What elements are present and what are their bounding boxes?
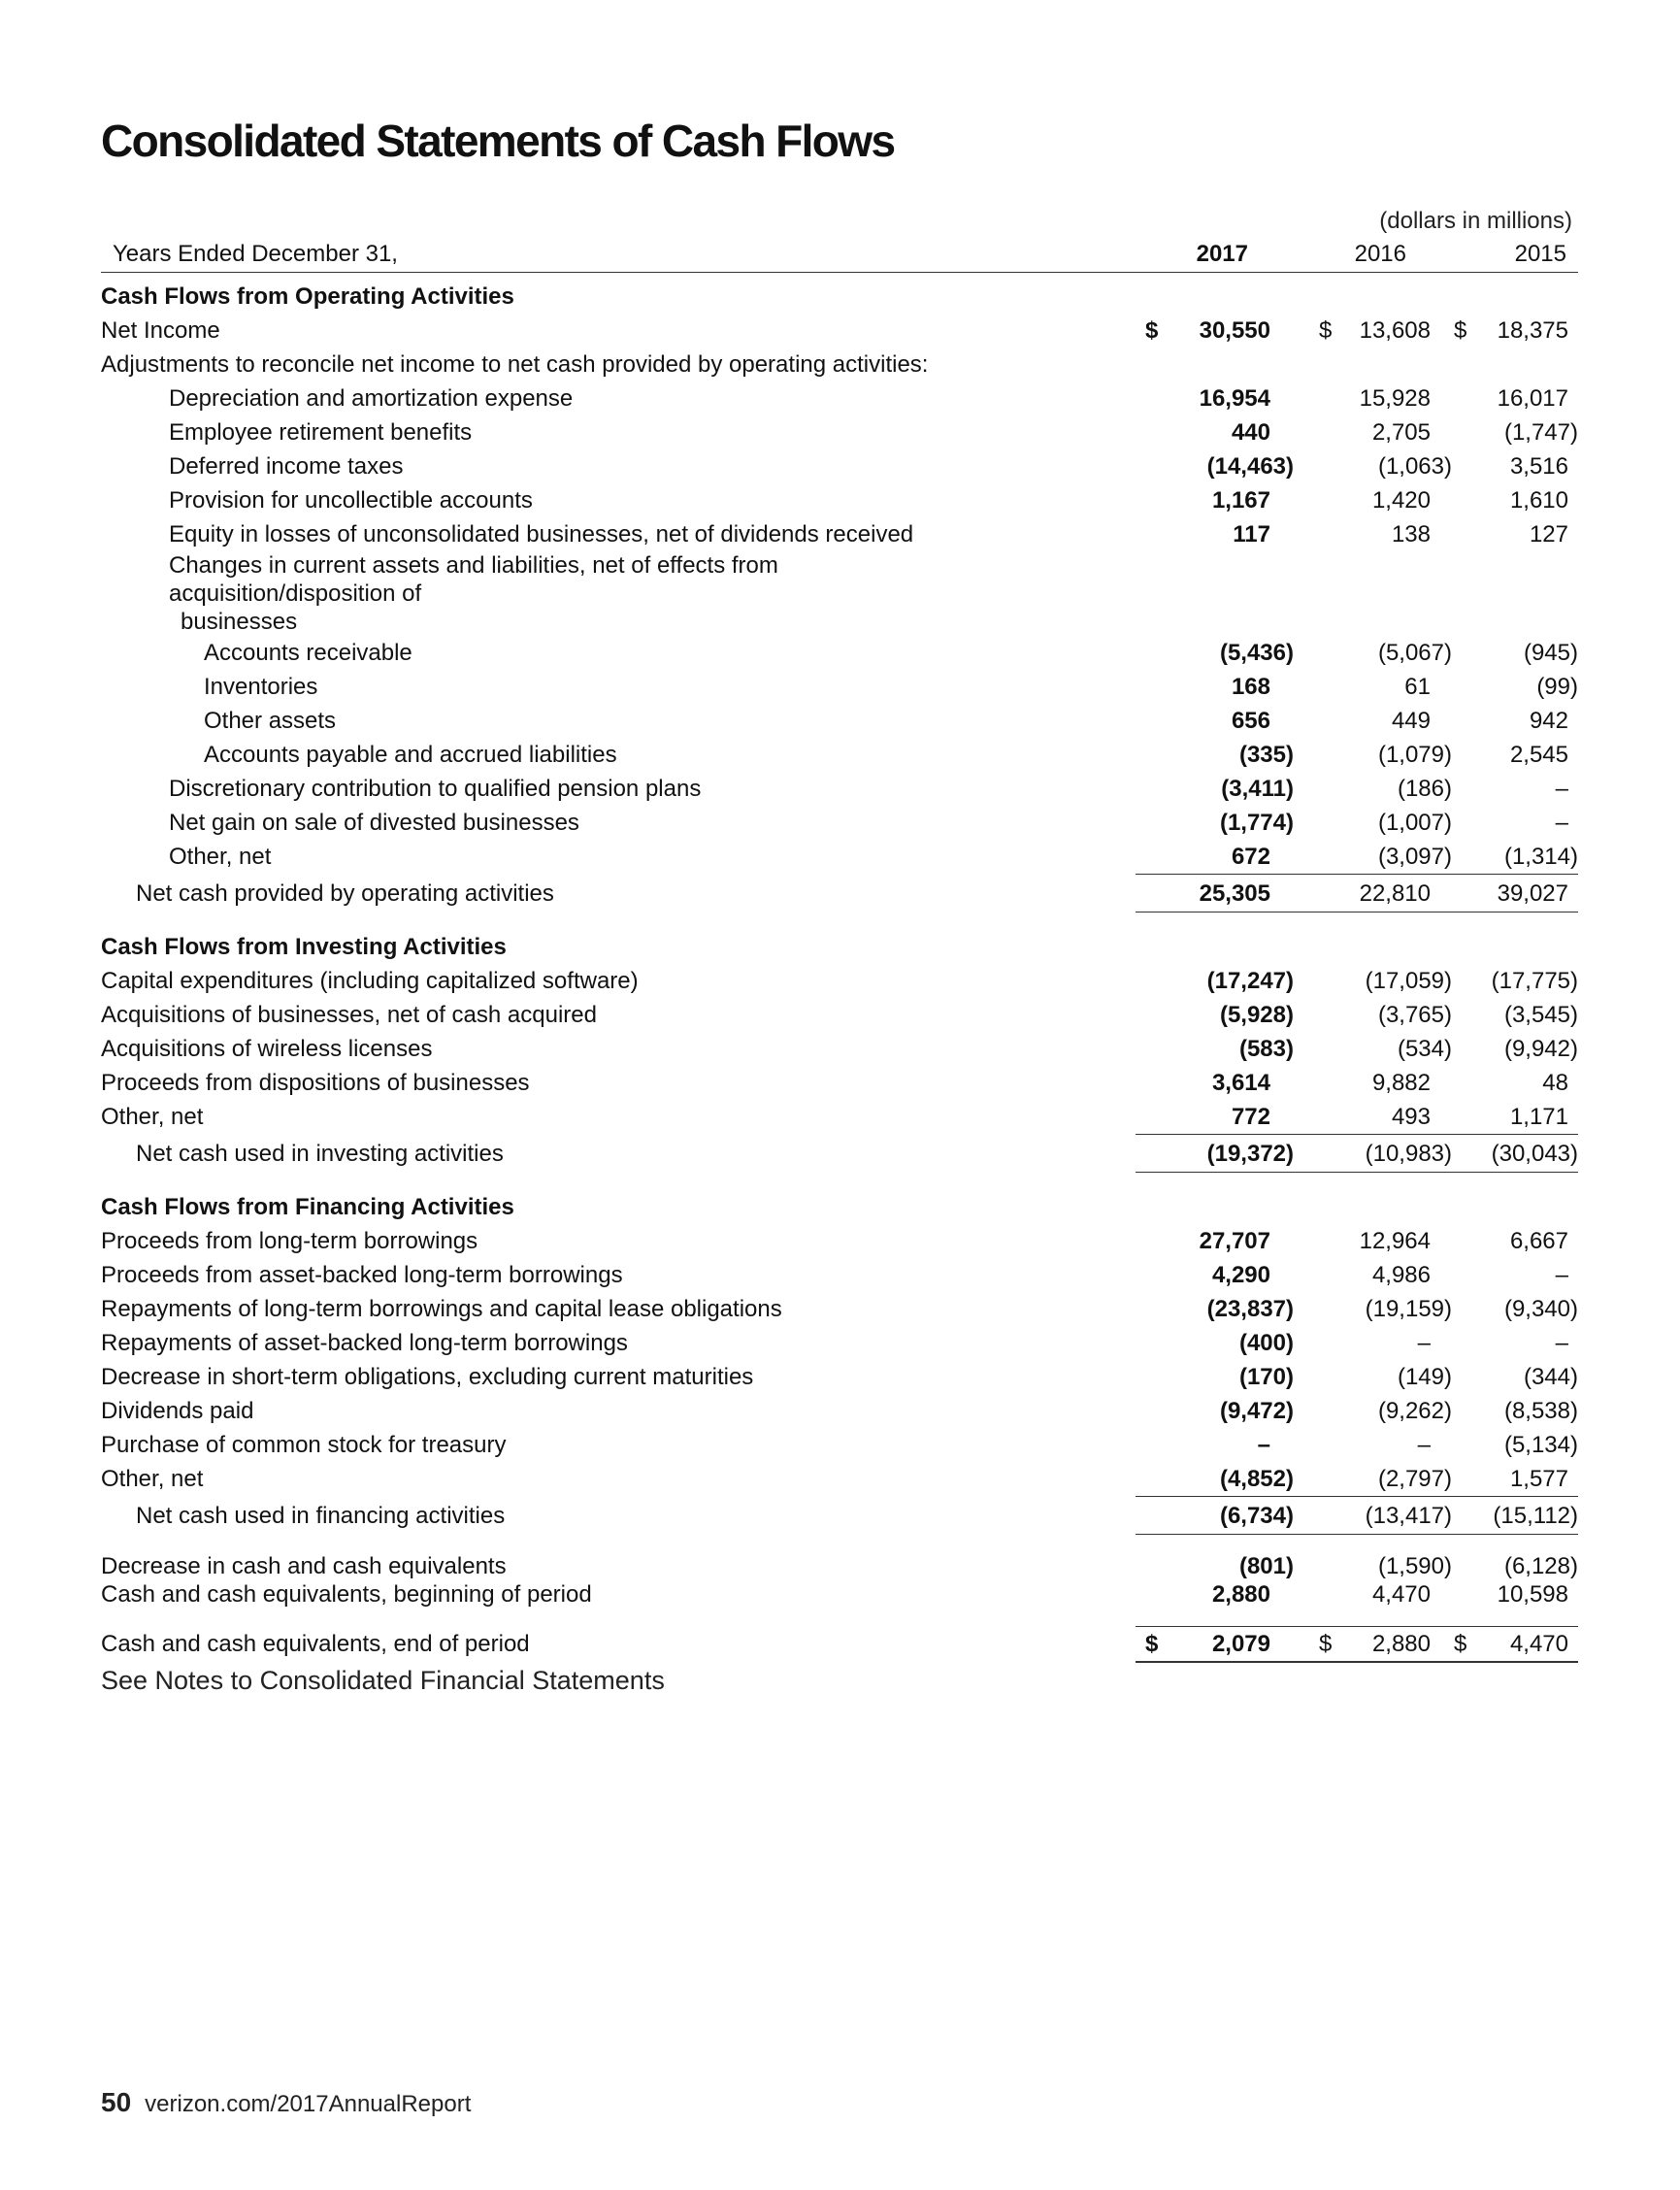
value-2015: 1,610 (1509, 487, 1568, 514)
table-row (101, 772, 1578, 806)
value-2016: 12,964 (1359, 1228, 1431, 1254)
table-row (101, 704, 1578, 738)
value-2016: (19,159) (1365, 1296, 1452, 1322)
value-2017: (170) (1238, 1364, 1294, 1390)
row-label: Depreciation and amortization expense (169, 385, 574, 412)
table-row (101, 1066, 1578, 1100)
value-2015: 6,667 (1509, 1228, 1568, 1254)
value-2015: (344) (1523, 1364, 1578, 1390)
table-row (101, 415, 1578, 449)
value-2016: (534) (1397, 1036, 1452, 1062)
row-label: Changes in current assets and liabilities, net of effects from acquisition/disposition of (169, 552, 778, 607)
section-heading-row (101, 1190, 1578, 1224)
row-label: Accounts payable and accrued liabilities (204, 742, 617, 768)
header-label: Years Ended December 31, (113, 241, 398, 267)
value-2015: – (1555, 1330, 1568, 1356)
cash-flow-body (101, 280, 1578, 1662)
value-2016: (186) (1397, 776, 1452, 802)
table-row (101, 806, 1578, 840)
table-row (101, 1462, 1578, 1497)
value-2016: 138 (1391, 521, 1431, 548)
value-2015: 2,545 (1509, 742, 1568, 768)
row-label: Repayments of asset-backed long-term borrowings (101, 1330, 628, 1356)
spacer-row (101, 1535, 1578, 1553)
value-2015: – (1555, 1262, 1568, 1288)
currency-symbol: $ (1145, 317, 1159, 344)
table-row (101, 517, 1578, 551)
value-2016: 2,880 (1371, 1631, 1431, 1657)
row-label: Net cash provided by operating activities (136, 879, 554, 907)
value-2017: 4,290 (1211, 1262, 1270, 1288)
row-label: Acquisitions of wireless licenses (101, 1036, 433, 1062)
value-2016: (13,417) (1365, 1502, 1452, 1529)
value-2016: – (1417, 1330, 1431, 1356)
value-2015: (30,043) (1491, 1140, 1578, 1167)
value-2017: – (1257, 1432, 1270, 1458)
value-2016: 4,986 (1371, 1262, 1431, 1288)
total-row (101, 1135, 1578, 1173)
value-2015: (8,538) (1503, 1398, 1578, 1424)
currency-symbol: $ (1454, 317, 1467, 344)
value-2015: 18,375 (1497, 317, 1568, 344)
value-2015: – (1555, 810, 1568, 836)
header-year-2017: 2017 (1196, 241, 1248, 267)
row-label: Other, net (169, 844, 272, 871)
table-row (101, 670, 1578, 704)
page-title: Consolidated Statements of Cash Flows (101, 116, 895, 166)
value-2017: 1,167 (1211, 487, 1270, 514)
value-2015: (9,340) (1503, 1296, 1578, 1322)
value-2016: (2,797) (1377, 1466, 1452, 1492)
value-2017: 772 (1231, 1104, 1270, 1130)
table-row (101, 738, 1578, 772)
spacer-row (101, 1173, 1578, 1191)
value-2017: 656 (1231, 708, 1270, 734)
value-2017: (4,852) (1219, 1466, 1294, 1492)
row-label: Decrease in cash and cash equivalents (101, 1553, 507, 1579)
value-2016: 13,608 (1359, 317, 1431, 344)
header-year-2016: 2016 (1354, 241, 1406, 267)
value-2017: (400) (1238, 1330, 1294, 1356)
table-row (101, 1100, 1578, 1135)
value-2017: (3,411) (1221, 776, 1294, 802)
section-heading-row (101, 930, 1578, 964)
currency-symbol: $ (1319, 1631, 1333, 1657)
page-number: 50 (101, 2087, 132, 2117)
value-2016: 2,705 (1371, 419, 1431, 446)
total-row (101, 875, 1578, 912)
value-2015: 127 (1529, 521, 1568, 548)
table-row (101, 1428, 1578, 1462)
value-2016: (1,007) (1377, 810, 1452, 836)
value-2017: 2,079 (1211, 1631, 1270, 1657)
row-label: Net cash used in investing activities (136, 1140, 504, 1167)
row-label: Cash and cash equivalents, end of period (101, 1631, 530, 1658)
value-2017: 672 (1231, 844, 1270, 870)
row-label: Other, net (101, 1104, 204, 1131)
value-2017: 117 (1233, 521, 1270, 548)
row-label: Inventories (204, 674, 318, 700)
table-row (101, 840, 1578, 875)
value-2015: 39,027 (1497, 879, 1568, 907)
row-label: Discretionary contribution to qualified pension plans (169, 776, 702, 802)
value-2016: (5,067) (1377, 640, 1452, 666)
row-label: Cash Flows from Financing Activities (101, 1194, 514, 1220)
table-row (101, 1326, 1578, 1360)
value-2016: (1,590) (1377, 1553, 1452, 1579)
value-2016: 9,882 (1371, 1070, 1431, 1096)
table-row (101, 1394, 1578, 1428)
value-2017: (583) (1238, 1036, 1294, 1062)
row-label-continued: businesses (181, 609, 298, 635)
row-label: Net cash used in financing activities (136, 1502, 506, 1529)
value-2015: 942 (1529, 708, 1568, 734)
value-2016: 22,810 (1359, 879, 1431, 907)
table-row (101, 636, 1578, 670)
value-2017: (801) (1238, 1553, 1294, 1579)
spacer-row (101, 912, 1578, 931)
notes-reference: See Notes to Consolidated Financial Statements (101, 1666, 665, 1695)
row-label: Proceeds from dispositions of businesses (101, 1070, 530, 1096)
row-label: Purchase of common stock for treasury (101, 1432, 507, 1458)
page-footer (101, 2087, 471, 2118)
table-header (101, 239, 1578, 273)
table-row (101, 1552, 1578, 1580)
row-label: Repayments of long-term borrowings and capital lease obligations (101, 1296, 782, 1322)
value-2017: (5,928) (1219, 1002, 1294, 1028)
row-label: Other, net (101, 1466, 204, 1493)
value-2016: 4,470 (1371, 1581, 1431, 1608)
row-label: Acquisitions of businesses, net of cash acquired (101, 1002, 597, 1028)
row-label: Cash Flows from Investing Activities (101, 934, 507, 960)
value-2017: (6,734) (1219, 1502, 1294, 1529)
value-2017: 30,550 (1199, 317, 1270, 344)
table-row (101, 382, 1578, 415)
row-label: Deferred income taxes (169, 453, 404, 480)
value-2017: (1,774) (1219, 810, 1294, 836)
value-2015: (9,942) (1503, 1036, 1578, 1062)
value-2016: (3,097) (1377, 844, 1452, 870)
value-2016: (1,079) (1377, 742, 1452, 768)
table-row (101, 1360, 1578, 1394)
row-label: Employee retirement benefits (169, 419, 473, 446)
value-2015: (1,747) (1503, 419, 1578, 446)
table-row (101, 348, 1578, 382)
total-row (101, 1497, 1578, 1535)
row-label: Cash Flows from Operating Activities (101, 283, 514, 310)
row-label: Dividends paid (101, 1398, 254, 1424)
value-2017: 168 (1231, 674, 1270, 700)
value-2016: (1,063) (1377, 453, 1452, 480)
value-2017: 16,954 (1199, 385, 1270, 412)
value-2016: 61 (1404, 674, 1431, 700)
value-2016: (10,983) (1365, 1140, 1452, 1167)
units-note: (dollars in millions) (1379, 208, 1572, 234)
table-row (101, 964, 1578, 998)
table-row (101, 483, 1578, 517)
row-label: Accounts receivable (204, 640, 412, 666)
row-label: Proceeds from long-term borrowings (101, 1228, 478, 1254)
value-2017: (23,837) (1206, 1296, 1294, 1322)
value-2017: (335) (1238, 742, 1294, 768)
spacer-row (101, 1609, 1578, 1627)
value-2017: (14,463) (1206, 453, 1294, 480)
value-2016: (3,765) (1377, 1002, 1452, 1028)
value-2015: 1,577 (1509, 1466, 1568, 1492)
value-2016: – (1417, 1432, 1431, 1458)
value-2017: (5,436) (1219, 640, 1294, 666)
table-row (101, 1580, 1578, 1609)
total-row (101, 1627, 1578, 1663)
table-row (101, 1258, 1578, 1292)
header-year-2015: 2015 (1514, 241, 1566, 267)
value-2017: 25,305 (1199, 879, 1270, 907)
table-row (101, 1032, 1578, 1066)
row-label: Equity in losses of unconsolidated businesses, net of dividends received (169, 521, 914, 548)
value-2015: 10,598 (1497, 1581, 1568, 1608)
value-2015: 48 (1542, 1070, 1568, 1096)
value-2015: (1,314) (1503, 844, 1578, 870)
value-2017: 3,614 (1211, 1070, 1270, 1096)
section-heading-row (101, 280, 1578, 314)
value-2015: (99) (1536, 674, 1578, 700)
value-2016: 15,928 (1359, 385, 1431, 412)
value-2015: 3,516 (1509, 453, 1568, 480)
value-2017: (17,247) (1206, 968, 1294, 994)
value-2015: – (1555, 776, 1568, 802)
currency-symbol: $ (1454, 1631, 1467, 1657)
value-2015: (17,775) (1491, 968, 1578, 994)
table-row (101, 449, 1578, 483)
currency-symbol: $ (1319, 317, 1333, 344)
value-2017: (19,372) (1206, 1140, 1294, 1167)
value-2017: 2,880 (1211, 1581, 1270, 1608)
table-row (101, 314, 1578, 348)
value-2015: 16,017 (1497, 385, 1568, 412)
value-2015: (6,128) (1503, 1553, 1578, 1579)
value-2017: 440 (1231, 419, 1270, 446)
value-2015: (5,134) (1503, 1432, 1578, 1458)
value-2015: (15,112) (1493, 1502, 1578, 1529)
row-label: Decrease in short-term obligations, excluding current maturities (101, 1364, 754, 1390)
row-label: Adjustments to reconcile net income to net cash provided by operating activities: (101, 351, 929, 378)
table-row (101, 551, 1578, 636)
value-2016: 493 (1391, 1104, 1431, 1130)
value-2015: (945) (1523, 640, 1578, 666)
cash-flow-table (101, 280, 1578, 1663)
value-2017: 27,707 (1199, 1228, 1270, 1254)
row-label: Net gain on sale of divested businesses (169, 810, 579, 836)
value-2017: (9,472) (1219, 1398, 1294, 1424)
value-2016: (149) (1397, 1364, 1452, 1390)
table-row (101, 998, 1578, 1032)
table-row (101, 1224, 1578, 1258)
row-label: Net Income (101, 317, 220, 344)
value-2015: 4,470 (1509, 1631, 1568, 1657)
row-label: Capital expenditures (including capitalized software) (101, 968, 639, 994)
value-2016: (17,059) (1365, 968, 1452, 994)
row-label: Provision for uncollectible accounts (169, 487, 533, 514)
row-label: Proceeds from asset-backed long-term borrowings (101, 1262, 623, 1288)
footer-url: verizon.com/2017AnnualReport (145, 2091, 472, 2117)
currency-symbol: $ (1145, 1631, 1159, 1657)
row-label: Other assets (204, 708, 337, 734)
value-2015: 1,171 (1509, 1104, 1568, 1130)
value-2016: 449 (1391, 708, 1431, 734)
value-2016: 1,420 (1371, 487, 1431, 514)
table-row (101, 1292, 1578, 1326)
value-2016: (9,262) (1377, 1398, 1452, 1424)
row-label: Cash and cash equivalents, beginning of period (101, 1581, 592, 1608)
value-2015: (3,545) (1503, 1002, 1578, 1028)
